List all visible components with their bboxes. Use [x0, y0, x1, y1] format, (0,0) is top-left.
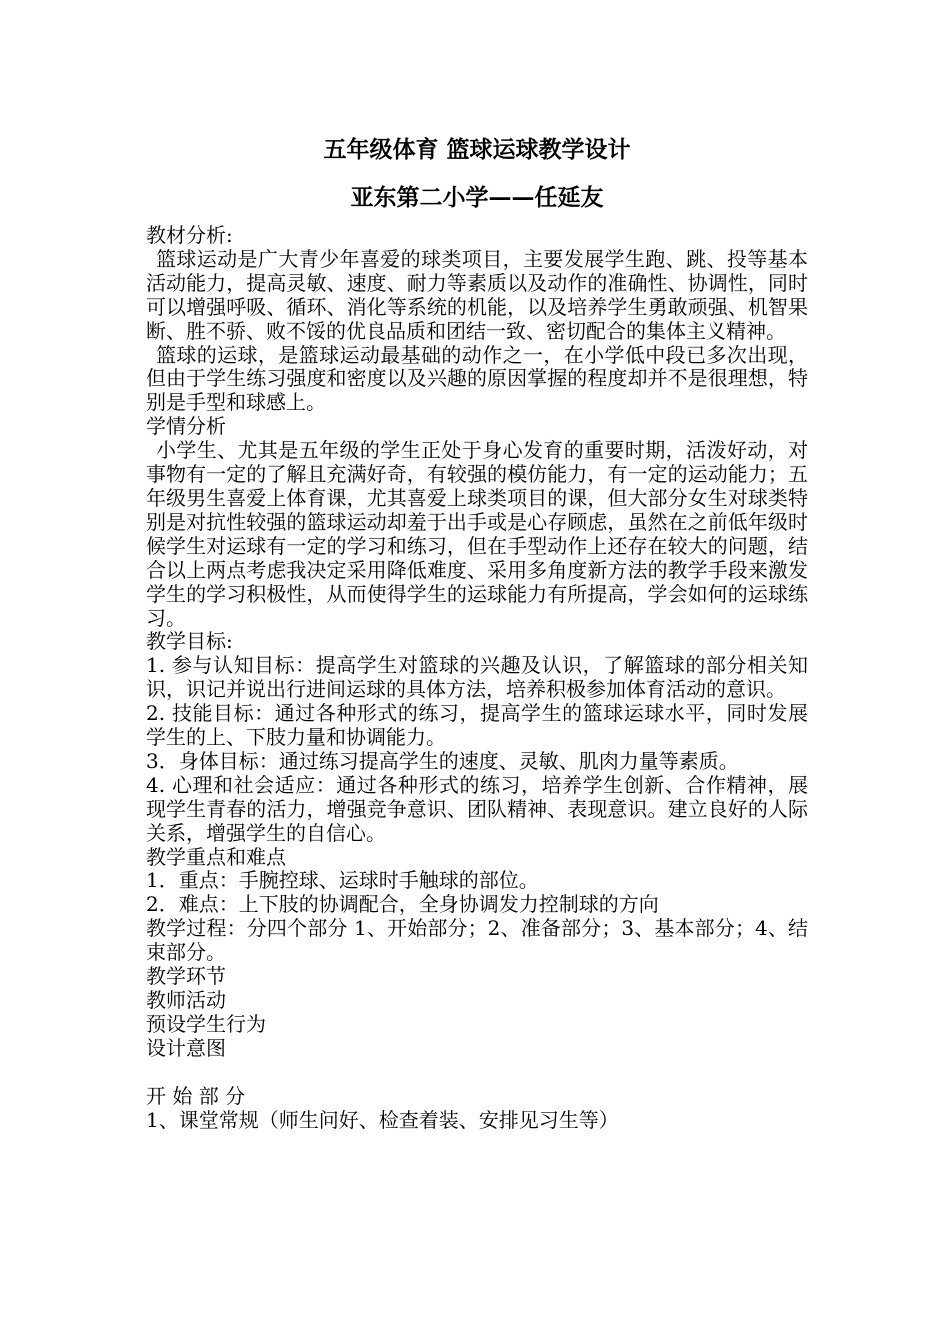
- keypoints-heading: 教学重点和难点: [146, 844, 286, 869]
- keypoint-item-1: 1．重点：手腕控球、运球时手触球的部位。: [146, 868, 539, 893]
- keypoint-item-2: 2．难点：上下肢的协调配合，全身协调发力控制球的方向: [146, 892, 659, 917]
- document-title: 五年级体育 篮球运球教学设计: [323, 136, 631, 163]
- blank-line: [146, 1061, 808, 1085]
- goal-item-4: 4. 心理和社会适应：通过各种形式的练习，培养学生创新、合作精神，展现学生青春的活力，增强竞争意识、团队精神、表现意识。建立良好的人际关系，增强学生的自信心。: [146, 772, 808, 845]
- process-paragraph: 教学过程：分四个部分 1、开始部分；2、准备部分；3、基本部分；4、结束部分。: [146, 916, 808, 965]
- goal-item-3: 3．身体目标：通过练习提高学生的速度、灵敏、肌肉力量等素质。: [146, 748, 739, 773]
- part-title: 开 始 部 分: [146, 1083, 246, 1108]
- column-label-intent: 设计意图: [146, 1035, 226, 1060]
- material-paragraph-1: 篮球运动是广大青少年喜爱的球类项目，主要发展学生跑、跳、投等基本活动能力，提高灵敏、速度、耐力等素质以及动作的准确性、协调性，同时可以增强呼吸、循环、消化等系统的机能，以及培养学生勇敢顽强、机智果断、胜不骄、败不馁的优良品质和团结一致、密切配合的集体主义精神。: [146, 246, 808, 343]
- goal-item-2: 2. 技能目标：通过各种形式的练习，提高学生的篮球运球水平，同时发展学生的上、下肢力量和协调能力。: [146, 701, 808, 750]
- column-label-student: 预设学生行为: [146, 1011, 266, 1036]
- part-item-1: 1、课堂常规（师生问好、检查着装、安排见习生等）: [146, 1107, 619, 1132]
- material-heading: 教材分析:: [146, 223, 233, 247]
- goal-item-1: 1. 参与认知目标：提高学生对篮球的兴趣及认识，了解篮球的部分相关知识，识记并说出行进间运球的具体方法，培养积极参加体育活动的意识。: [146, 653, 808, 702]
- column-label-stage: 教学环节: [146, 964, 226, 989]
- goals-heading: 教学目标:: [146, 629, 233, 654]
- column-label-teacher: 教师活动: [146, 988, 226, 1012]
- document-page: [146, 136, 808, 1132]
- material-paragraph-2: 篮球的运球，是篮球运动最基础的动作之一，在小学低中段已多次出现，但由于学生练习强度和密度以及兴趣的原因掌握的程度却并不是很理想，特别是手型和球感上。: [146, 342, 808, 415]
- students-paragraph: 小学生、尤其是五年级的学生正处于身心发育的重要时期，活泼好动，对事物有一定的了解且充满好奇，有较强的模仿能力，有一定的运动能力；五年级男生喜爱上体育课，尤其喜爱上球类项目的课，但大部分女生对球类特别是对抗性较强的篮球运动却羞于出手或是心存顾虑，虽然在之前低年级时候学生对运球有一定的学习和练习，但在手型动作上还存在较大的问题，结合以上两点考虑我决定采用降低难度、采用多角度新方法的教学手段来激发学生的学习积极性，从而使得学生的运球能力有所提高，学会如何的运球练习。: [146, 438, 808, 630]
- author-line: 亚东第二小学——任延友: [350, 184, 604, 211]
- students-heading: 学情分析: [146, 414, 226, 439]
